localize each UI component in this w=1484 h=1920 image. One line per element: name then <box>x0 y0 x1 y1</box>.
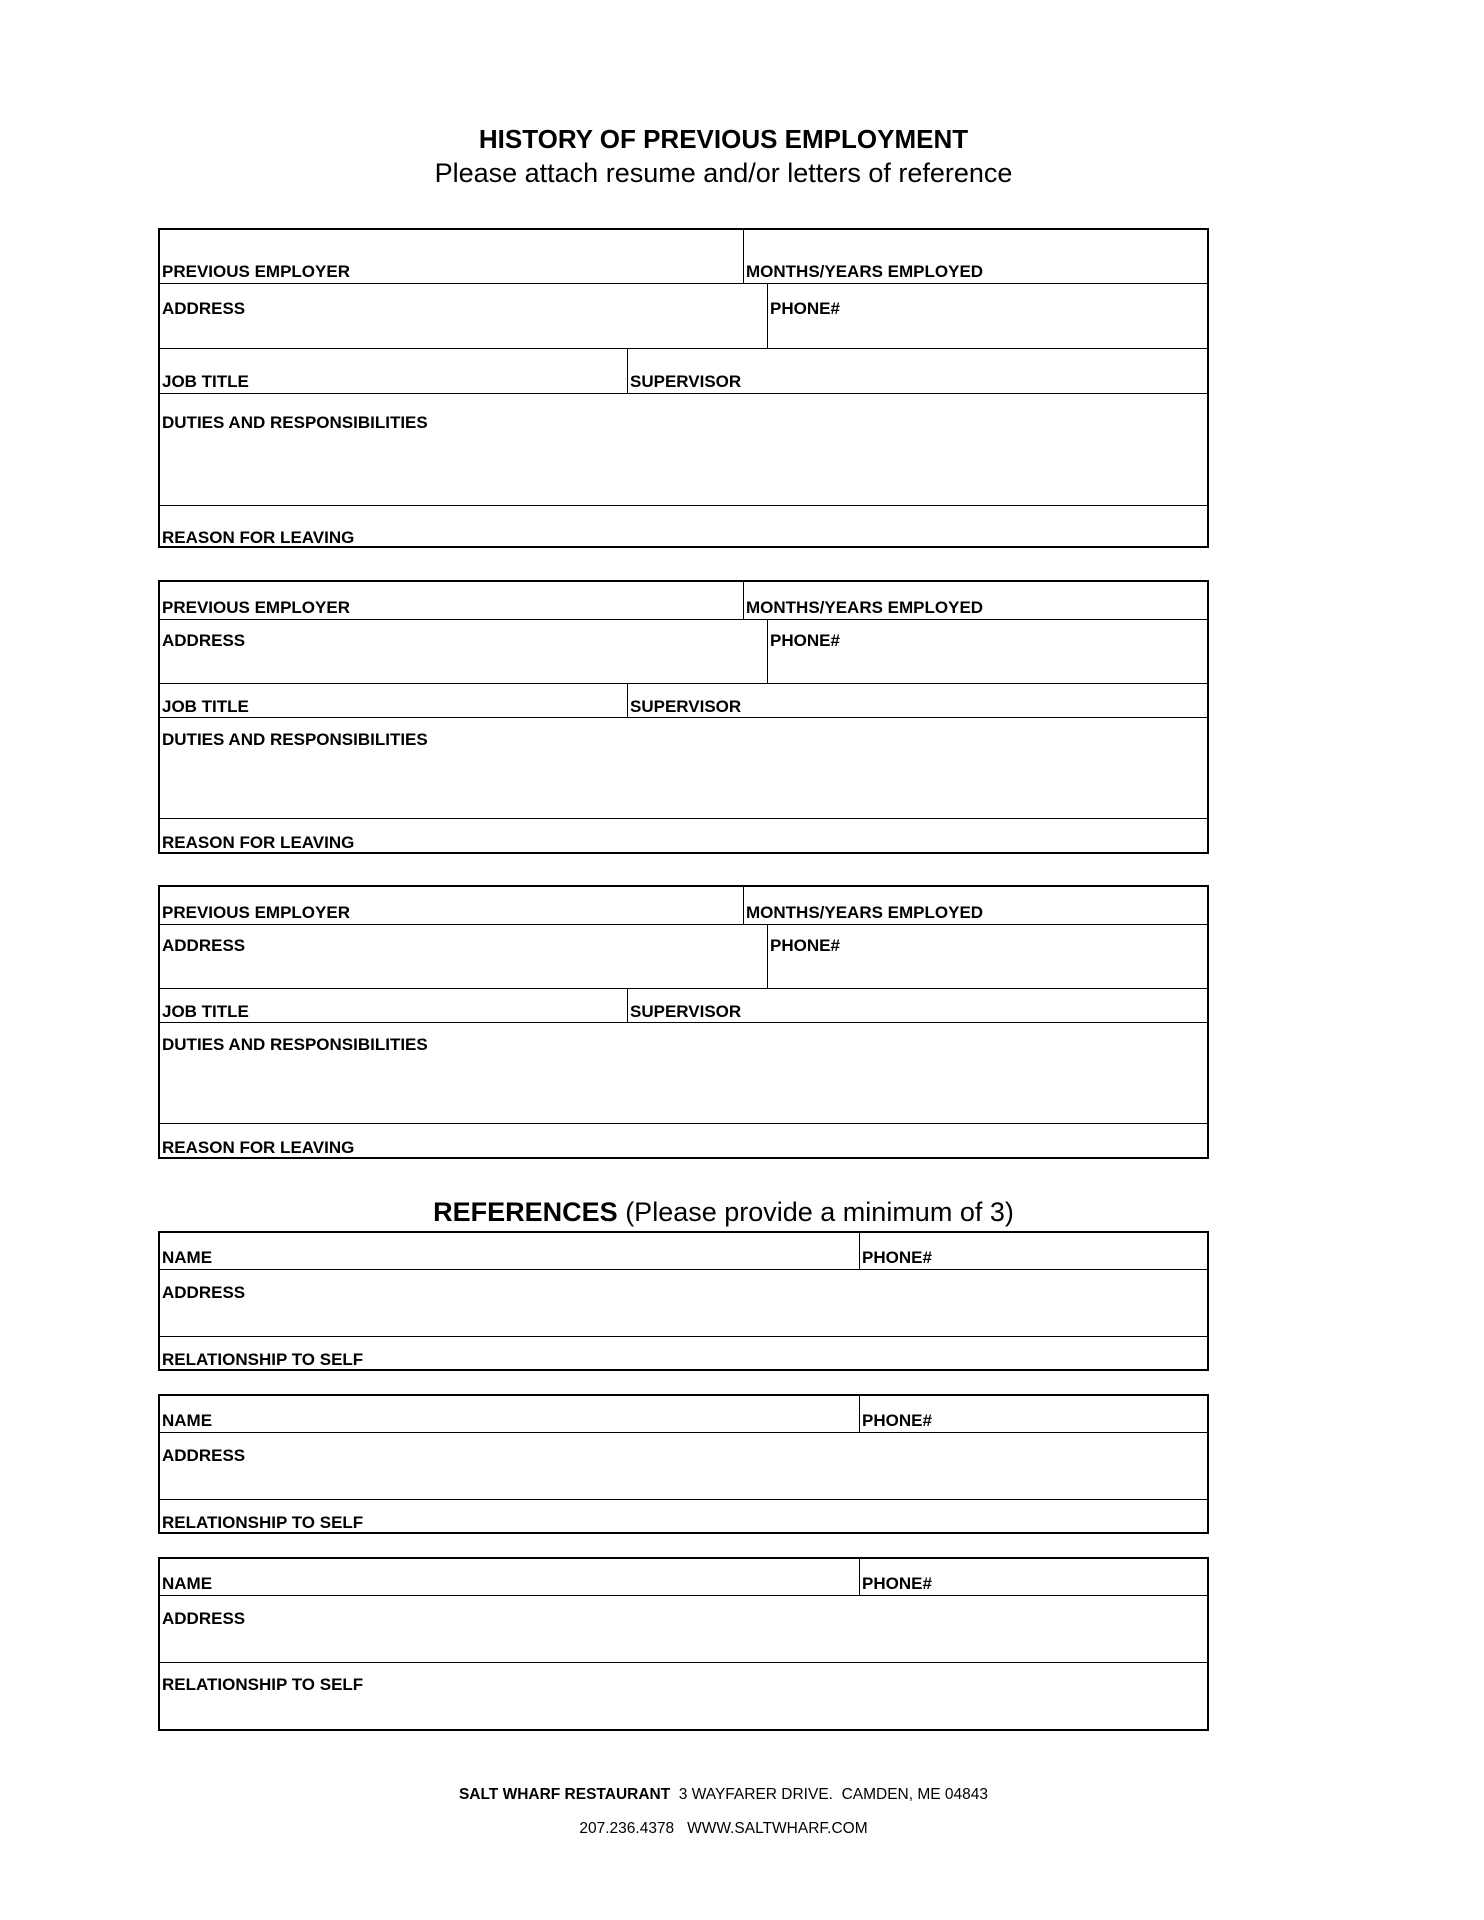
reference-address-field[interactable]: ADDRESS <box>162 1283 246 1302</box>
page-subtitle: Please attach resume and/or letters of reference <box>434 158 1013 188</box>
reason-for-leaving-field[interactable]: REASON FOR LEAVING <box>162 833 355 852</box>
months-years-employed-field[interactable]: MONTHS/YEARS EMPLOYED <box>746 903 984 922</box>
reference-name-field[interactable]: NAME <box>162 1574 213 1593</box>
footer-address: SALT WHARF RESTAURANT 3 WAYFARER DRIVE. CAMDEN, ME 04843 <box>458 1786 989 1803</box>
reference-address-field[interactable]: ADDRESS <box>162 1609 246 1628</box>
reference-block-3 <box>158 1557 1209 1731</box>
address-field[interactable]: ADDRESS <box>162 936 246 955</box>
reference-phone-field[interactable]: PHONE# <box>862 1248 932 1267</box>
months-years-employed-field[interactable]: MONTHS/YEARS EMPLOYED <box>746 262 984 281</box>
reference-block-2 <box>158 1394 1209 1534</box>
previous-employer-field[interactable]: PREVIOUS EMPLOYER <box>162 598 350 617</box>
page-title: HISTORY OF PREVIOUS EMPLOYMENT <box>478 124 969 154</box>
address-field[interactable]: ADDRESS <box>162 299 246 318</box>
reference-name-field[interactable]: NAME <box>162 1411 213 1430</box>
duties-field[interactable]: DUTIES AND RESPONSIBILITIES <box>162 1035 428 1054</box>
job-title-field[interactable]: JOB TITLE <box>162 372 249 391</box>
duties-field[interactable]: DUTIES AND RESPONSIBILITIES <box>162 413 428 432</box>
job-title-field[interactable]: JOB TITLE <box>162 697 249 716</box>
footer-contact: 207.236.4378 WWW.SALTWHARF.COM <box>579 1820 868 1837</box>
reason-for-leaving-field[interactable]: REASON FOR LEAVING <box>162 1138 355 1157</box>
employment-block-2 <box>158 580 1209 854</box>
employment-block-1 <box>158 228 1209 548</box>
previous-employer-field[interactable]: PREVIOUS EMPLOYER <box>162 903 350 922</box>
months-years-employed-field[interactable]: MONTHS/YEARS EMPLOYED <box>746 598 984 617</box>
supervisor-field[interactable]: SUPERVISOR <box>630 1002 742 1021</box>
duties-field[interactable]: DUTIES AND RESPONSIBILITIES <box>162 730 428 749</box>
supervisor-field[interactable]: SUPERVISOR <box>630 372 742 391</box>
reference-block-1 <box>158 1231 1209 1371</box>
address-field[interactable]: ADDRESS <box>162 631 246 650</box>
relationship-field[interactable]: RELATIONSHIP TO SELF <box>162 1675 364 1694</box>
reference-name-field[interactable]: NAME <box>162 1248 213 1267</box>
phone-field[interactable]: PHONE# <box>770 936 840 955</box>
job-title-field[interactable]: JOB TITLE <box>162 1002 249 1021</box>
references-heading: REFERENCES (Please provide a minimum of 3) <box>433 1197 1014 1227</box>
relationship-field[interactable]: RELATIONSHIP TO SELF <box>162 1350 364 1369</box>
reference-phone-field[interactable]: PHONE# <box>862 1411 932 1430</box>
previous-employer-field[interactable]: PREVIOUS EMPLOYER <box>162 262 350 281</box>
reference-address-field[interactable]: ADDRESS <box>162 1446 246 1465</box>
supervisor-field[interactable]: SUPERVISOR <box>630 697 742 716</box>
employment-block-3 <box>158 885 1209 1159</box>
phone-field[interactable]: PHONE# <box>770 299 840 318</box>
relationship-field[interactable]: RELATIONSHIP TO SELF <box>162 1513 364 1532</box>
reason-for-leaving-field[interactable]: REASON FOR LEAVING <box>162 528 355 547</box>
phone-field[interactable]: PHONE# <box>770 631 840 650</box>
reference-phone-field[interactable]: PHONE# <box>862 1574 932 1593</box>
